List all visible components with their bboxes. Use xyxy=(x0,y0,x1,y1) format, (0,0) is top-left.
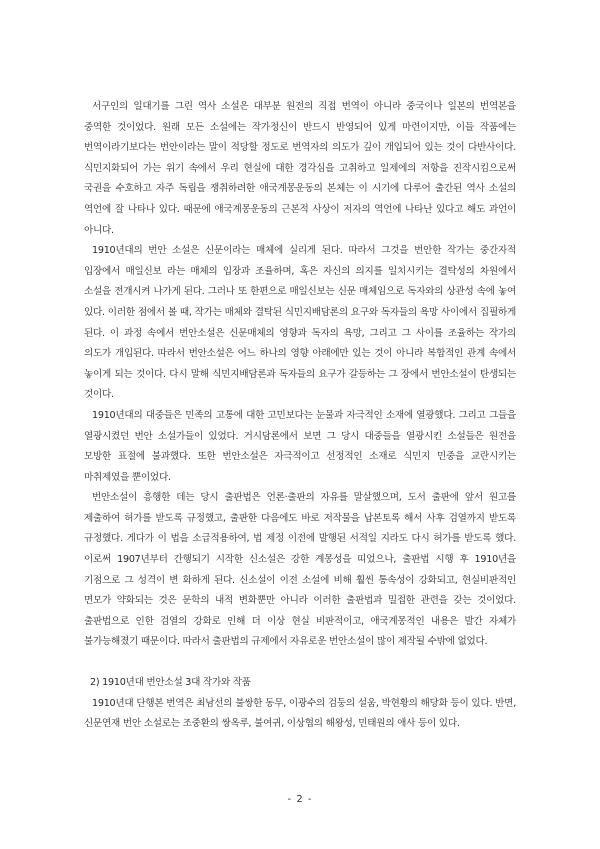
page-number: - 2 - xyxy=(287,794,313,805)
paragraph-authors-works: 1910년대 단행본 번역은 최남선의 불쌍한 동무, 이광수의 검둥의 설움, 박현황의 해당화 등이 있다. 반면, 신문연재 번안 소설로는 조중환의 쌍옥루, 불여귀, 이상협의 해왕성, 민태원의 애사 등이 있다. xyxy=(84,697,516,730)
section-heading: 2) 1910년대 번안소설 3대 작가와 작품 xyxy=(90,677,251,689)
paragraph-historical-novels: 서구인의 일대기를 그린 역사 소설은 대부분 원전의 직접 번역이 아니라 중국이나 일본의 번역본을 중역한 것이었다. 원래 모든 소설에는 작가정신이 반드시 반영되어 있게 마련이지만, 이들 작품에는 번역이라기보다는 번안이라는 말이 적당할 정도로 번역자의 의도가 깊이 개입되어 있는 것이 다반사이다. 식민지화되어 가는 위기 속에서 우리 현실에 대한 경각심을 고취하고 일제에의 저항을 진작시킴으로써 국권을 수호하고 자주 독립을 쟁취하려한 애국계몽운동의 본체는 이 시기에 다루어 출간된 역사 소설의 역언에 잘 나타나 있다. 때문에 애국계몽운동의 근본적 사상이 저자의 역언에 나타난 있다고 해도 과언이 아니다. xyxy=(84,101,516,236)
paragraph-newspaper-medium: 1910년대의 번안 소설은 신문이라는 매체에 실리게 된다. 따라서 그것을 번안한 작가는 중간자적 입장에서 매일신보 라는 매체의 입장과 조율하며, 혹은 자신의 의지를 일치시키는 결탁성의 차원에서 소설을 전개시켜 나가게 된다. 그러나 또 한편으로 매일신보는 신문 매체임으로 독자와의 상관성 속에 놓여 있다. 이러한 점에서 볼 때, 작가는 매체와 결탁된 식민지배담론의 요구와 독자들의 욕망 사이에서 집필하게 된다. 이 과정 속에서 번안소설은 신문매체의 영향과 독자의 욕망, 그리고 그 사이를 조율하는 작가의 의도가 개입된다. 따라서 번안소설은 어느 하나의 영향 아래에만 있는 것이 아니라 복합적인 관계 속에서 놓이게 되는 것이다. 다시 말해 식민지배담론과 독자들의 요구가 갈등하는 그 장에서 번안소설이 탄생되는 것이다. xyxy=(84,245,516,401)
document-body xyxy=(84,97,516,735)
paragraph-mass-audience: 1910년대의 대중들은 민족의 고통에 대한 고민보다는 눈물과 자극적인 소재에 열광했다. 그리고 그들을 열광시켰던 번안 소설가들이 있었다. 거시담론에서 보면 그 당시 대중들을 열광시킨 소설들은 원전을 모방한 표절에 불과했다. 또한 번안소설은 자극적이고 선정적인 소재로 식민지 민중을 교란시키는 마취제였을 뿐이었다. xyxy=(84,409,516,483)
paragraph-publication-law: 번안소설이 흥행한 데는 당시 출판법은 언론·출판의 자유를 말살했으며, 도서 출판에 앞서 원고를 제출하여 허가를 받도록 규정했고, 출판한 다음에도 바로 저작물을 납본토록 해서 사후 검열까지 받도록 규정했다. 게다가 이 법을 소급적용하여, 법 제정 이전에 발행된 서적일 지라도 다시 허가를 받도록 했다. 이로써 1907년부터 간행되기 시작한 신소설은 강한 계몽성을 띠었으나, 출판법 시행 후 1910년을 기점으로 그 성격이 변 화하게 된다. 신소설이 이전 소설에 비해 훨씬 통속성이 강화되고, 현실비판적인 면모가 약화되는 것은 문학의 내적 변화뿐만 아니라 이러한 출판법과 밀접한 관련을 갖는 것이었다. 출판법으로 인한 검열의 강화로 인해 더 이상 현실 비판적이고, 애국계몽적인 내용은 발간 자체가 불가능해졌기 때문이다. 따라서 출판법의 규제에서 자유로운 번안소설이 많이 제작될 수밖에 없었다. xyxy=(84,492,516,648)
